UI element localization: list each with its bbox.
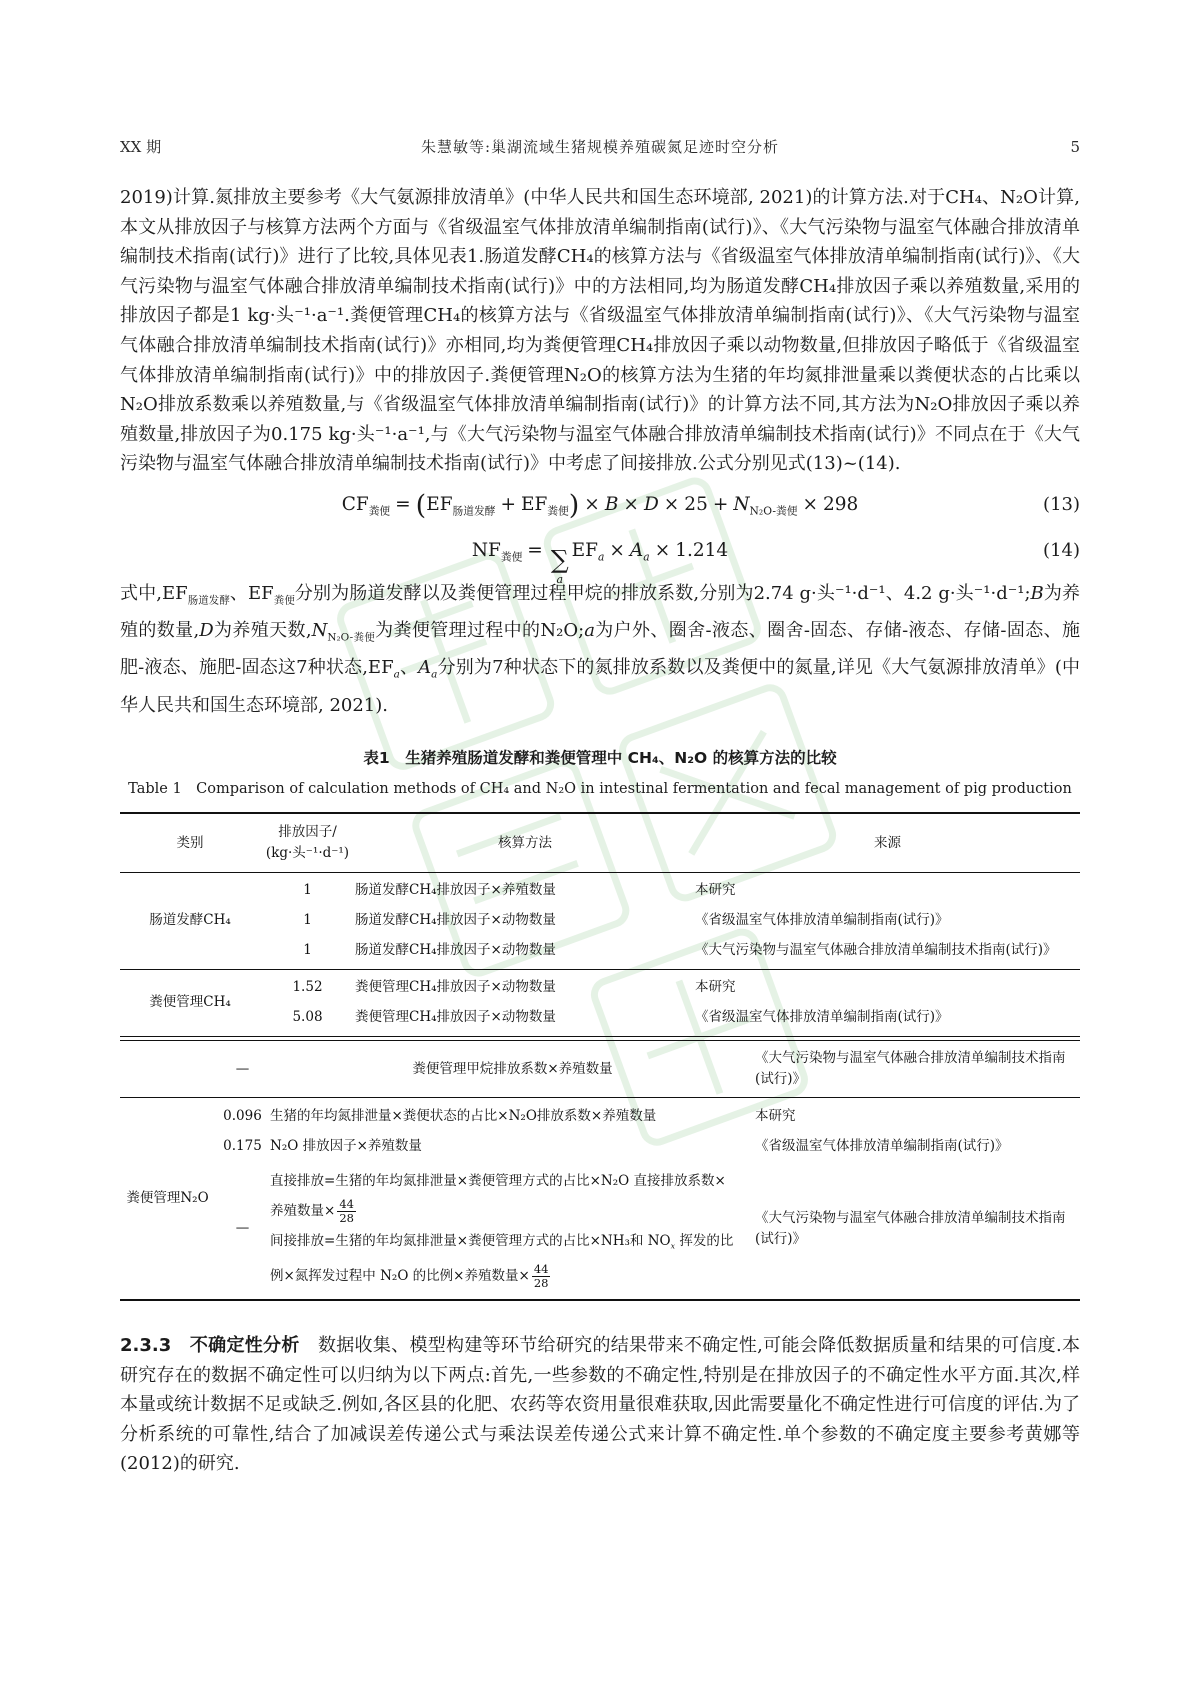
column-header-source: 来源 [874, 834, 901, 851]
method-line-indirect-2 [270, 1262, 552, 1291]
table-row [260, 936, 1080, 966]
text-run: 养殖数量× [270, 1202, 336, 1219]
cell-method-multiline [270, 1166, 755, 1292]
subscript: a [431, 668, 438, 681]
cell-source: 《省级温室气体排放清单编制指南(试行)》 [695, 912, 949, 929]
eq-operator: × [654, 539, 671, 561]
cell-method: 肠道发酵CH₄排放因子×养殖数量 [355, 882, 556, 899]
cell-emission-factor: 1 [303, 942, 312, 959]
table-row [260, 876, 1080, 906]
row-category-enteric-ch4: 肠道发酵CH₄ [149, 912, 231, 929]
fraction-44-28 [337, 1198, 356, 1225]
subscript: 粪便 [500, 550, 523, 564]
paragraph-equation-terms [120, 579, 1080, 720]
row-category-manure-n2o: 粪便管理N₂O [126, 1190, 209, 1207]
cell-method: 粪便管理甲烷排放系数×养殖数量 [412, 1060, 613, 1077]
eq-operator: × [802, 493, 818, 515]
text-run: 为户外、圈舍-液态、圈舍-固态、存储-液态、存储-固态、施肥-液态、施肥-固态这7种状态,EF [120, 620, 1080, 679]
text-run: 分别为肠道发酵以及粪便管理过程甲烷的排放系数,分别为2.74 g·头⁻¹·d⁻¹、4.2 g·头⁻¹·d⁻¹; [294, 582, 1031, 604]
cell-source: 本研究 [695, 882, 736, 899]
cell-emission-factor: 1 [303, 912, 312, 929]
fraction-denominator: 28 [339, 1210, 354, 1225]
subscript: 粪便 [547, 504, 569, 518]
text-run: 为粪便管理过程中的N₂O; [375, 620, 585, 642]
eq-variable: A [629, 539, 644, 561]
variable: A [418, 657, 432, 679]
sigma-index: a [556, 572, 564, 586]
subscript: 粪便 [273, 594, 295, 607]
cell-method: 肠道发酵CH₄排放因子×动物数量 [355, 942, 556, 959]
cell-source: 《大气污染物与温室气体融合排放清单编制技术指南(试行)》 [695, 942, 1057, 959]
table-row [215, 1101, 1080, 1131]
subscript: a [643, 550, 650, 564]
cell-method: 粪便管理CH₄排放因子×动物数量 [355, 979, 556, 996]
issue-label: XX 期 [120, 138, 162, 156]
subscript: N₂O-粪便 [749, 504, 798, 518]
column-header-method: 核算方法 [498, 834, 552, 851]
table-section-manure-ch4-fusion [120, 1041, 1080, 1099]
cell-source: 《省级温室气体排放清单编制指南(试行)》 [755, 1137, 1009, 1154]
eq-term: NF [471, 539, 501, 561]
table-header-row [120, 814, 1080, 873]
running-title: 朱慧敏等:巢湖流域生猪规模养殖碳氮足迹时空分析 [420, 138, 780, 156]
factor-header-line2: (kg·头⁻¹·d⁻¹) [265, 845, 350, 862]
eq-operator: + [500, 493, 516, 515]
text-run: 分别为7种状态下的氮排放系数以及粪便中的氮量,详见《大气氨源排放清单》(中华人民共和国生态环境部, 2021). [120, 657, 1081, 716]
subscript: 肠道发酵 [452, 504, 496, 518]
page-header [120, 136, 1080, 157]
table-section-manure-ch4 [120, 970, 1080, 1036]
subscript: a [598, 550, 605, 564]
eq-constant: 298 [822, 493, 859, 515]
sigma-glyph: ∑ [550, 544, 569, 574]
fraction-numerator: 44 [339, 1196, 354, 1211]
row-category-manure-ch4: 粪便管理CH₄ [149, 994, 231, 1011]
eq-term: CF [341, 493, 369, 515]
eq-operator: × [609, 539, 625, 561]
table-section-manure-n2o [120, 1098, 1080, 1299]
section-text: 数据收集、模型构建等环节给研究的结果带来不确定性,可能会降低数据质量和结果的可信度.本研究存在的数据不确定性可以归纳为以下两点:首先,一些参数的不确定性,特别是在排放因子的不确定性水平方面.其次,样本量或统计数据不足或缺乏.例如,各区县的化肥、农药等农资用量很难获取,因此需要量化不确定性进行可信度的评估.为了分析系统的可靠性,结合了加减误差传递公式与乘法误差传递公式来计算不确定性.单个参数的不确定度主要参考黄娜等(2012)的研究. [120, 1334, 1080, 1475]
text-run: 挥发的比 [675, 1232, 734, 1249]
equation-13-body [341, 489, 859, 521]
equation-14 [120, 531, 1080, 586]
equation-number: (13) [1043, 493, 1080, 515]
page-number: 5 [1070, 138, 1080, 156]
summation-symbol [550, 544, 569, 586]
subscript: N₂O-粪便 [327, 631, 376, 644]
eq-term: EF [571, 539, 599, 561]
paragraph-calculation-methods: 2019)计算.氮排放主要参考《大气氨源排放清单》(中华人民共和国生态环境部, 2021)的计算方法.对于CH₄、N₂O计算,本文从排放因子与核算方法两个方面与《省级温室气体排放清单编制指南(试行)》、《大气污染物与温室气体融合排放清单编制技术指南(试行)》进行了比较,具体见表1.肠道发酵CH₄的核算方法与《省级温室气体排放清单编制指南(试行)》、《大气污染物与温室气体融合排放清单编制技术指南(试行)》中的方法相同,均为肠道发酵CH₄排放因子乘以养殖数量,采用的排放因子都是1 kg·头⁻¹·a⁻¹.粪便管理CH₄的核算方法与《省级温室气体排放清单编制指南(试行)》、《大气污染物与温室气体融合排放清单编制技术指南(试行)》亦相同,均为粪便管理CH₄排放因子乘以动物数量,但排放因子略低于《省级温室气体排放清单编制指南(试行)》中的排放因子.粪便管理N₂O的核算方法为生猪的年均氮排泄量乘以粪便状态的占比乘以N₂O排放系数乘以养殖数量,与《省级温室气体排放清单编制指南(试行)》的计算方法不同,其方法为N₂O排放因子乘以养殖数量,排放因子为0.175 kg·头⁻¹·a⁻¹,与《大气污染物与温室气体融合排放清单编制技术指南(试行)》不同点在于《大气污染物与温室气体融合排放清单编制技术指南(试行)》中考虑了间接排放.公式分别见式(13)~(14). [120, 187, 1080, 475]
section-rows [215, 1098, 1080, 1299]
table-row [260, 906, 1080, 936]
cell-source: 《大气污染物与温室气体融合排放清单编制技术指南(试行)》 [755, 1050, 1066, 1087]
cell-source: 本研究 [695, 979, 736, 996]
text-run: 为养殖的数量, [120, 582, 1081, 642]
right-paren: ) [568, 489, 580, 521]
cell-source: 本研究 [755, 1107, 796, 1124]
cell-emission-factor: — [235, 1220, 250, 1237]
cell-method: N₂O 排放因子×养殖数量 [270, 1137, 422, 1154]
table-caption-en: Table 1 Comparison of calculation methods of CH₄ and N₂O in intestinal fermentation and fecal management of pig production [128, 781, 1072, 798]
cell-emission-factor: 0.175 [223, 1137, 262, 1154]
eq-operator: × [663, 493, 680, 515]
eq-variable: D [643, 493, 659, 515]
row-category-empty [120, 1041, 215, 1098]
text-run: 、EF [229, 582, 274, 604]
table-1 [120, 812, 1080, 1301]
fraction-numerator: 44 [533, 1262, 549, 1277]
eq-operator: × [623, 493, 639, 515]
text-run: 、 [399, 657, 419, 679]
cell-emission-factor: 1 [303, 882, 312, 899]
column-header-category: 类别 [176, 834, 204, 851]
method-line-indirect [270, 1233, 733, 1249]
eq-variable: N [733, 493, 750, 515]
section-rows [215, 1041, 1080, 1098]
eq-operator: × [584, 493, 600, 515]
table-row [215, 1044, 1080, 1095]
subscript: 粪便 [368, 504, 391, 518]
text-run: 例×氮挥发过程中 N₂O 的比例×养殖数量× [270, 1268, 530, 1285]
eq-operator: = [527, 539, 543, 561]
subscript: x [670, 1241, 676, 1251]
cell-method: 生猪的年均氮排泄量×粪便状态的占比×N₂O排放系数×养殖数量 [270, 1107, 657, 1124]
text-run: 为养殖天数, [213, 620, 312, 642]
eq-constant: 25 [684, 493, 708, 515]
cell-emission-factor: 1.52 [292, 979, 323, 996]
subscript: 肠道发酵 [187, 594, 230, 607]
table-row [215, 1161, 1080, 1296]
section-heading-2-3-3: 2.3.3 不确定性分析 [120, 1334, 300, 1356]
left-paren: ( [415, 489, 427, 521]
eq-term: EF [520, 493, 548, 515]
text-run: 间接排放=生猪的年均氮排泄量×粪便管理方式的占比×NH₃和 NO [270, 1232, 671, 1249]
cell-source: 《省级温室气体排放清单编制指南(试行)》 [695, 1009, 949, 1026]
fraction-44-28 [532, 1263, 551, 1290]
equation-13 [120, 485, 1080, 525]
section-rows [260, 873, 1080, 969]
column-header-emission-factor [260, 822, 355, 864]
equation-number: (14) [1043, 539, 1080, 561]
method-line-direct: 直接排放=生猪的年均氮排泄量×粪便管理方式的占比×N₂O 直接排放系数× [270, 1172, 726, 1189]
table-row [260, 1003, 1080, 1033]
eq-constant: 1.214 [675, 539, 729, 561]
subscript: a [393, 668, 400, 681]
variable: B [1030, 582, 1044, 604]
cell-emission-factor: 5.08 [292, 1009, 323, 1026]
table-section-enteric-ch4 [120, 873, 1080, 970]
table-caption-cn: 表1 生猪养殖肠道发酵和粪便管理中 CH₄、N₂O 的核算方法的比较 [363, 749, 837, 768]
equation-14-body [471, 539, 729, 586]
cell-method: 粪便管理CH₄排放因子×动物数量 [355, 1009, 556, 1026]
variable: a [584, 620, 595, 642]
cell-emission-factor: — [235, 1060, 250, 1077]
factor-header-line1: 排放因子/ [278, 824, 337, 841]
paragraph-uncertainty-analysis [120, 1331, 1080, 1479]
eq-term: EF [426, 493, 453, 515]
cell-method: 肠道发酵CH₄排放因子×动物数量 [355, 912, 556, 929]
variable: D [199, 620, 214, 642]
table-row [215, 1131, 1080, 1161]
eq-operator: = [395, 493, 411, 515]
variable: N [311, 620, 328, 642]
cell-source: 《大气污染物与温室气体融合排放清单编制技术指南(试行)》 [755, 1209, 1066, 1247]
eq-variable: B [604, 493, 619, 515]
eq-operator: + [712, 493, 729, 515]
text-run: 式中,EF [120, 582, 188, 604]
method-line-direct-2 [270, 1196, 358, 1225]
fraction-denominator: 28 [533, 1276, 549, 1291]
cell-emission-factor: 0.096 [223, 1107, 262, 1124]
section-rows [260, 970, 1080, 1036]
table-row [260, 973, 1080, 1003]
